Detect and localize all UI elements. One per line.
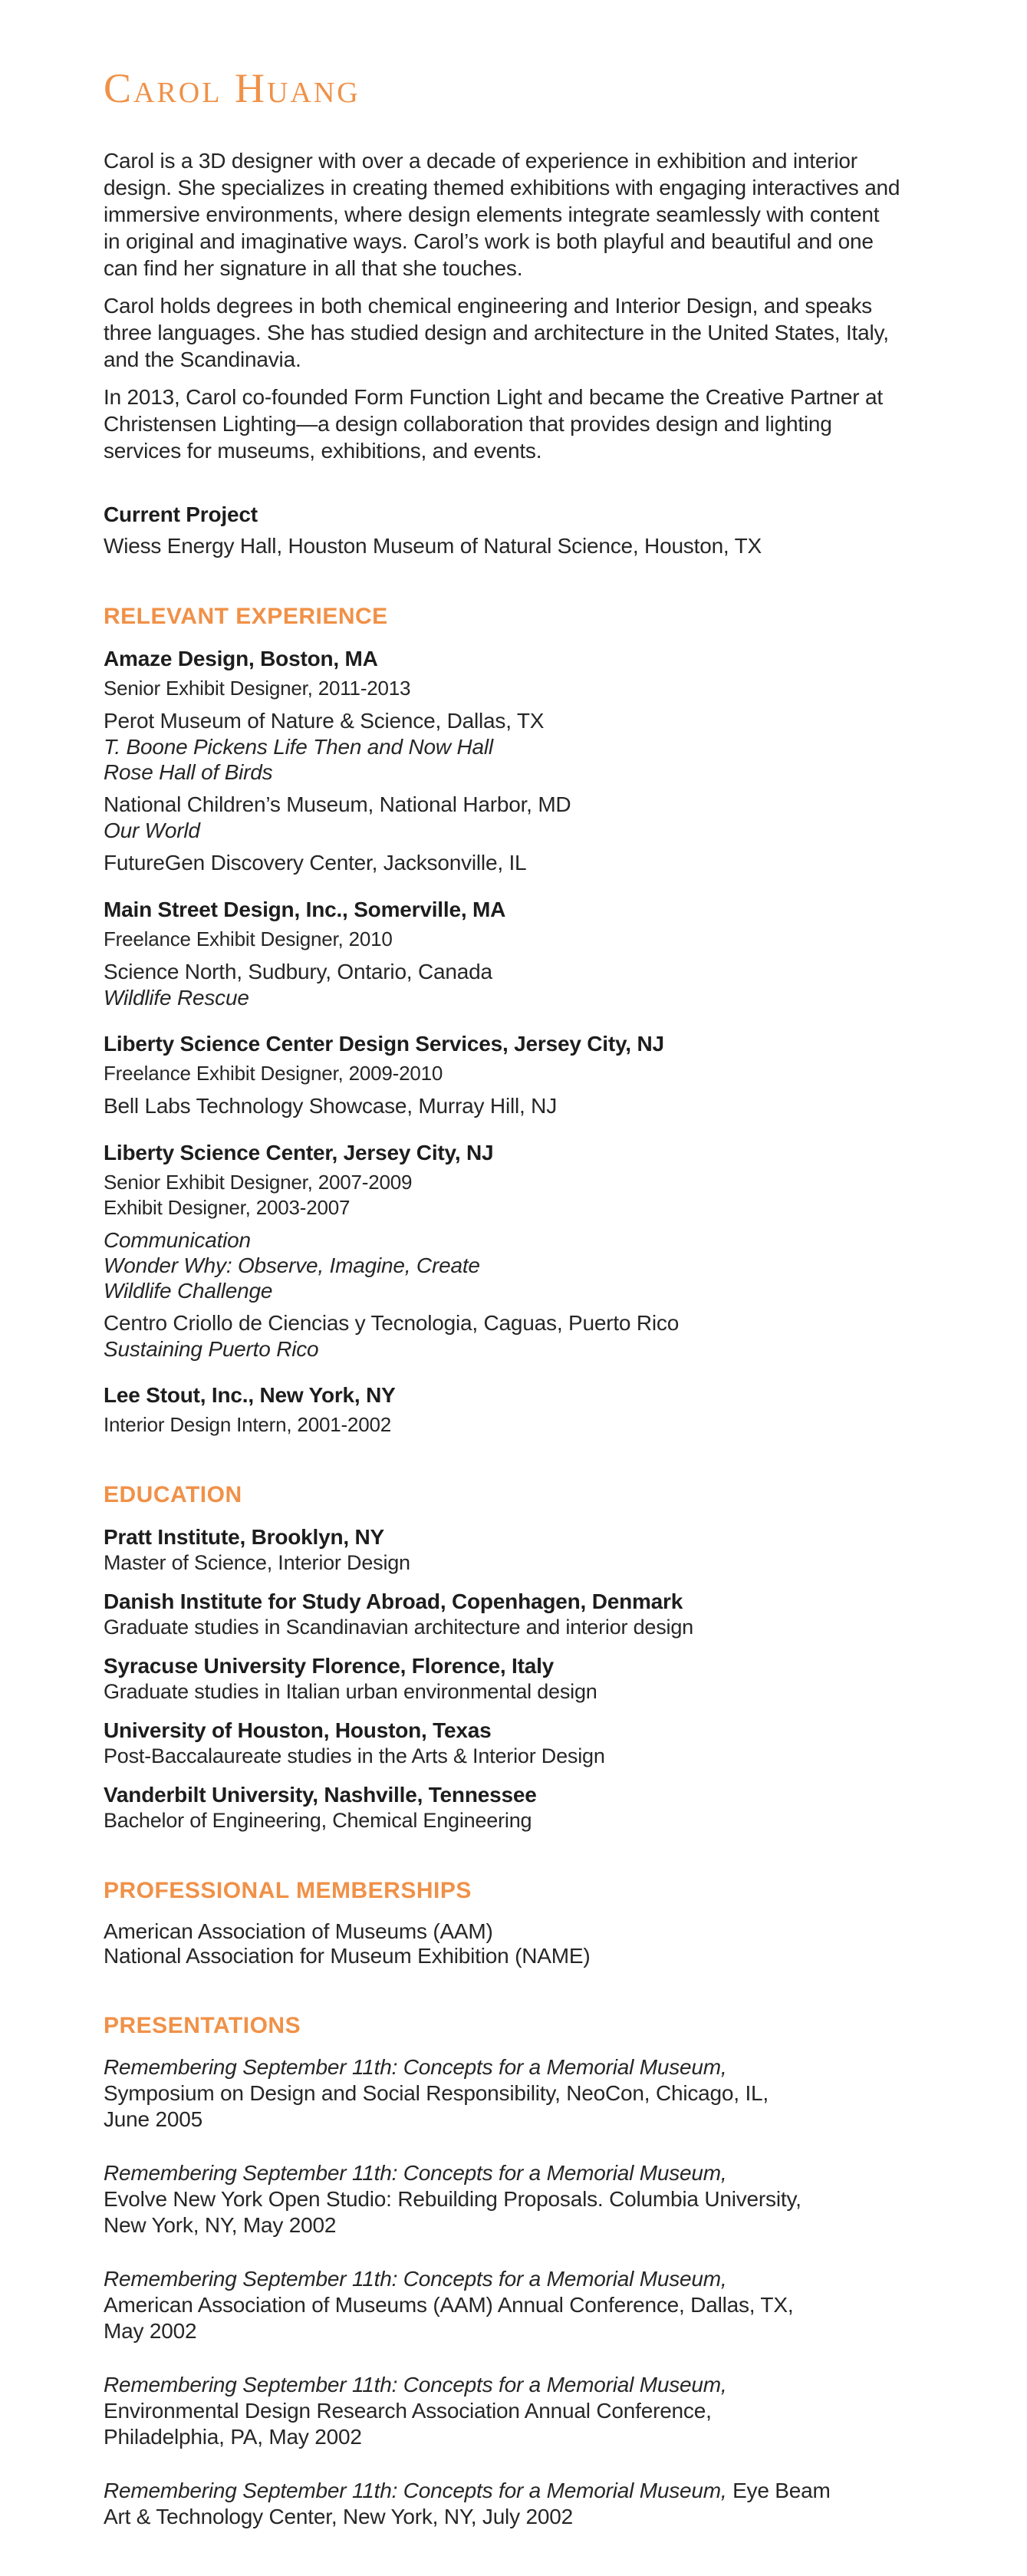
membership-list [104, 1919, 901, 1968]
education-entry [104, 1652, 901, 1705]
education-degree: Graduate studies in Scandinavian architecture and interior design [104, 1616, 693, 1639]
presentation-entry [104, 2054, 901, 2133]
presentation-detail-line: New York, NY, May 2002 [104, 2213, 337, 2237]
project-exhibit: Our World [104, 819, 200, 842]
experience-company: Main Street Design, Inc., Somerville, MA [104, 898, 506, 921]
presentation-first-line [104, 2478, 901, 2504]
section-heading-education: EDUCATION [104, 1482, 242, 1507]
education-school: Danish Institute for Study Abroad, Copenhagen, Denmark [104, 1589, 683, 1613]
project-exhibit: Wonder Why: Observe, Imagine, Create [104, 1253, 480, 1277]
experience-role: Interior Design Intern, 2001-2002 [104, 1413, 391, 1436]
education-degree: Post-Baccalaureate studies in the Arts & Interior Design [104, 1744, 605, 1767]
experience-list [104, 645, 901, 1438]
project-exhibits [104, 734, 901, 785]
experience-projects [104, 1227, 901, 1362]
project-exhibits [104, 985, 901, 1010]
experience-company: Liberty Science Center Design Services, Jersey City, NJ [104, 1032, 664, 1056]
experience-roles [104, 927, 901, 952]
presentation-first-line [104, 2372, 901, 2398]
project-exhibit: Wildlife Rescue [104, 986, 249, 1010]
presentation-detail-line: Philadelphia, PA, May 2002 [104, 2425, 362, 2449]
experience-role: Freelance Exhibit Designer, 2009-2010 [104, 1062, 443, 1085]
experience-role: Senior Exhibit Designer, 2007-2009 [104, 1171, 413, 1194]
presentation-detail-lines [104, 2292, 901, 2344]
presentation-list [104, 2054, 901, 2530]
experience-role: Exhibit Designer, 2003-2007 [104, 1196, 351, 1219]
experience-project [104, 959, 901, 1010]
project-venue: Perot Museum of Nature & Science, Dallas, TX [104, 709, 545, 733]
presentation-detail-line: Art & Technology Center, New York, NY, July 2002 [104, 2505, 573, 2528]
presentation-entry [104, 2266, 901, 2344]
presentation-first-line [104, 2054, 901, 2080]
experience-roles [104, 676, 901, 701]
presentation-entry [104, 2160, 901, 2238]
project-exhibit: Sustaining Puerto Rico [104, 1337, 319, 1361]
presentation-title: Remembering September 11th: Concepts for a Memorial Museum, [104, 2373, 727, 2396]
presentation-detail-line: American Association of Museums (AAM) Annual Conference, Dallas, TX, [104, 2293, 794, 2317]
experience-projects [104, 959, 901, 1010]
current-project-value: Wiess Energy Hall, Houston Museum of Natural Science, Houston, TX [104, 534, 762, 558]
project-venue: Centro Criollo de Ciencias y Tecnologia, Caguas, Puerto Rico [104, 1311, 680, 1335]
presentation-title: Remembering September 11th: Concepts for a Memorial Museum, [104, 2161, 727, 2185]
section-heading-relevant-experience: RELEVANT EXPERIENCE [104, 604, 388, 629]
experience-entry [104, 1030, 901, 1119]
summary-paragraph: In 2013, Carol co-founded Form Function Light and became the Creative Partner at Christensen Lighting—a design collaboration that provides design and lighting services for museums, exhibitions, and events. [104, 385, 883, 463]
section-heading-professional-memberships: PROFESSIONAL MEMBERSHIPS [104, 1878, 472, 1903]
education-entry [104, 1781, 901, 1833]
presentation-entry [104, 2372, 901, 2450]
membership-item: American Association of Museums (AAM) [104, 1919, 493, 1943]
education-list [104, 1524, 901, 1833]
section-heading-presentations: PRESENTATIONS [104, 2013, 301, 2038]
experience-project [104, 850, 901, 876]
experience-company: Lee Stout, Inc., New York, NY [104, 1383, 396, 1407]
experience-entry [104, 645, 901, 876]
experience-project [104, 1093, 901, 1119]
presentation-detail-lines [104, 2504, 901, 2530]
page-title: Carol Huang [104, 65, 360, 111]
experience-company: Liberty Science Center, Jersey City, NJ [104, 1141, 494, 1164]
experience-projects [104, 708, 901, 876]
experience-project [104, 708, 901, 785]
presentation-detail-line: June 2005 [104, 2107, 202, 2131]
education-entry [104, 1717, 901, 1769]
presentation-first-line [104, 2266, 901, 2292]
education-degree: Master of Science, Interior Design [104, 1551, 410, 1574]
project-exhibits [104, 1336, 901, 1362]
education-degree: Graduate studies in Italian urban environmental design [104, 1680, 597, 1703]
presentation-detail-line: Symposium on Design and Social Responsibility, NeoCon, Chicago, IL, [104, 2081, 769, 2105]
presentation-entry [104, 2478, 901, 2530]
experience-project [104, 1227, 901, 1303]
presentation-title-suffix: Eye Beam [726, 2479, 831, 2502]
presentation-title: Remembering September 11th: Concepts for a Memorial Museum, [104, 2267, 727, 2291]
experience-entry [104, 1139, 901, 1362]
current-project-label: Current Project [104, 502, 258, 526]
experience-project [104, 1310, 901, 1362]
summary-section [104, 147, 901, 464]
presentation-detail-line: Environmental Design Research Association Annual Conference, [104, 2399, 712, 2423]
experience-roles [104, 1061, 901, 1086]
education-school: Vanderbilt University, Nashville, Tennessee [104, 1783, 537, 1807]
project-exhibits [104, 1227, 901, 1303]
presentation-detail-lines [104, 2186, 901, 2238]
experience-roles [104, 1412, 901, 1438]
project-exhibit: Communication [104, 1228, 251, 1252]
experience-projects [104, 1093, 901, 1119]
summary-paragraph: Carol is a 3D designer with over a decade of experience in exhibition and interior design. She specializes in creating themed exhibitions with engaging interactives and immersive environments, where design elements integrate seamlessly with content in original and imaginative ways. Carol’s work is both playful and beautiful and one can find her signature in all that she touches. [104, 149, 900, 280]
project-exhibits [104, 818, 901, 843]
presentation-detail-line: Evolve New York Open Studio: Rebuilding Proposals. Columbia University, [104, 2187, 802, 2211]
project-venue: Science North, Sudbury, Ontario, Canada [104, 960, 492, 983]
project-exhibit: Wildlife Challenge [104, 1279, 273, 1303]
summary-paragraph: Carol holds degrees in both chemical engineering and Interior Design, and speaks three languages. She has studied design and architecture in the United States, Italy, and the Scandinavia. [104, 294, 889, 371]
education-school: Syracuse University Florence, Florence, Italy [104, 1654, 555, 1678]
presentation-first-line [104, 2160, 901, 2186]
experience-entry [104, 1382, 901, 1438]
presentation-detail-lines [104, 2398, 901, 2450]
project-venue: Bell Labs Technology Showcase, Murray Hill, NJ [104, 1094, 557, 1118]
presentation-detail-lines [104, 2080, 901, 2133]
project-venue: FutureGen Discovery Center, Jacksonville, IL [104, 851, 527, 875]
experience-entry [104, 896, 901, 1010]
experience-roles [104, 1170, 901, 1220]
education-entry [104, 1588, 901, 1640]
education-entry [104, 1524, 901, 1576]
education-school: University of Houston, Houston, Texas [104, 1718, 492, 1742]
experience-role: Senior Exhibit Designer, 2011-2013 [104, 677, 411, 700]
experience-project [104, 792, 901, 843]
membership-item: National Association for Museum Exhibition (NAME) [104, 1944, 591, 1968]
education-degree: Bachelor of Engineering, Chemical Engineering [104, 1809, 532, 1832]
experience-company: Amaze Design, Boston, MA [104, 647, 378, 670]
education-school: Pratt Institute, Brooklyn, NY [104, 1525, 385, 1549]
project-exhibit: T. Boone Pickens Life Then and Now Hall [104, 735, 493, 759]
presentation-title: Remembering September 11th: Concepts for a Memorial Museum, [104, 2055, 727, 2079]
presentation-detail-line: May 2002 [104, 2319, 197, 2343]
project-venue: National Children’s Museum, National Harbor, MD [104, 792, 571, 816]
current-project-section [104, 501, 901, 559]
experience-role: Freelance Exhibit Designer, 2010 [104, 927, 393, 950]
presentation-title: Remembering September 11th: Concepts for a Memorial Museum, [104, 2479, 727, 2502]
project-exhibit: Rose Hall of Birds [104, 760, 273, 784]
resume-content [104, 66, 901, 2530]
